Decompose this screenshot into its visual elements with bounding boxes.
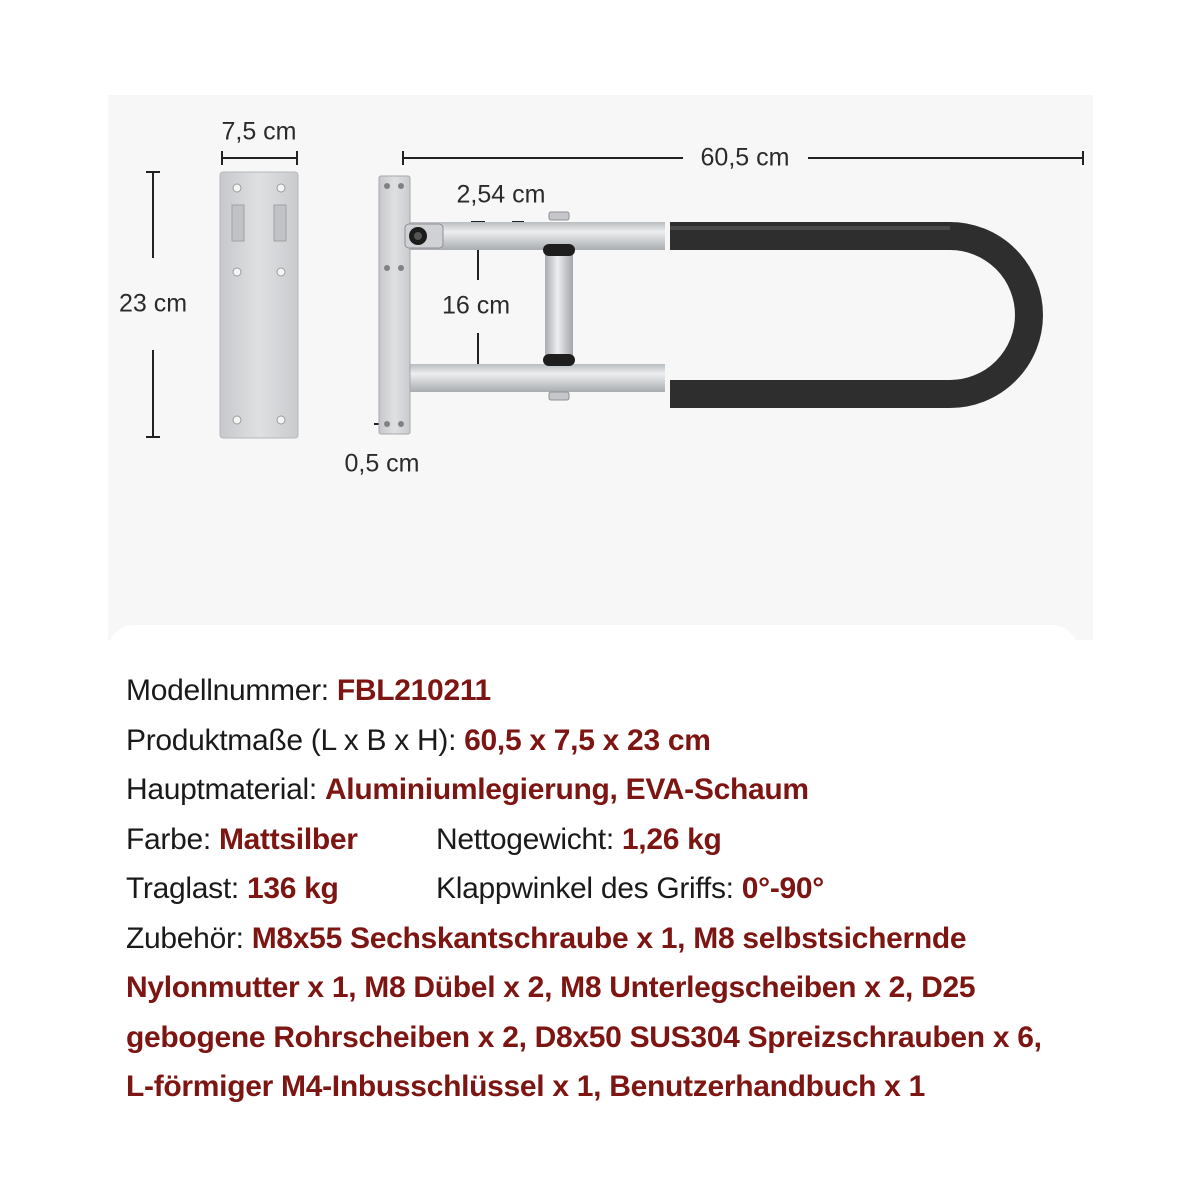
spec-accessories-line1: M8x55 Sechskantschraube x 1, M8 selbstsichernde	[251, 921, 967, 955]
plate-width-label: 7,5 cm	[221, 117, 297, 146]
spec-accessories	[126, 914, 1076, 964]
spec-color-label: Farbe:	[126, 822, 219, 856]
spec-accessories-line3: gebogene Rohrscheiben x 2, D8x50 SUS304 Spreizschrauben x 6,	[126, 1020, 1042, 1054]
rail-spacing-label: 16 cm	[436, 294, 516, 319]
plate-thickness-label: 0,5 cm	[344, 449, 420, 478]
mounting-plate-front	[220, 172, 298, 438]
spec-material-label: Hauptmaterial:	[126, 773, 325, 806]
spec-model-value: FBL210211	[336, 674, 491, 707]
spec-load-value: 136 kg	[246, 872, 339, 905]
spec-color-value: Mattsilber	[218, 822, 358, 856]
spec-weight-value: 1,26 kg	[621, 822, 722, 856]
spec-angle-value: 0°-90°	[741, 872, 824, 905]
spec-model-label: Modellnummer:	[126, 674, 337, 707]
spec-weight-label: Nettogewicht:	[436, 822, 622, 856]
spec-size-label: Produktmaße (L x B x H):	[126, 723, 465, 757]
spec-angle-label: Klappwinkel des Griffs:	[436, 872, 742, 905]
spec-accessories-line4: L-förmiger M4-Inbusschlüssel x 1, Benutzerhandbuch x 1	[126, 1070, 925, 1103]
spec-size	[126, 716, 1076, 766]
spec-material	[126, 765, 1076, 815]
spec-color-weight	[126, 815, 1076, 865]
spec-material-value: Aluminiumlegierung, EVA-Schaum	[324, 773, 809, 806]
spec-load-angle	[126, 864, 1076, 914]
spec-accessories-line2: Nylonmutter x 1, M8 Dübel x 2, M8 Unterlegscheiben x 2, D25	[126, 971, 976, 1004]
spec-size-value: 60,5 x 7,5 x 23 cm	[464, 723, 711, 757]
length-label: 60,5 cm	[695, 146, 796, 171]
spec-model	[126, 666, 1076, 716]
spec-list	[126, 666, 1076, 1112]
spec-accessories-label: Zubehör:	[126, 921, 252, 955]
plate-height-label: 23 cm	[113, 292, 193, 317]
tube-diameter-label: 2,54 cm	[456, 180, 546, 209]
spec-load-label: Traglast:	[126, 872, 247, 905]
